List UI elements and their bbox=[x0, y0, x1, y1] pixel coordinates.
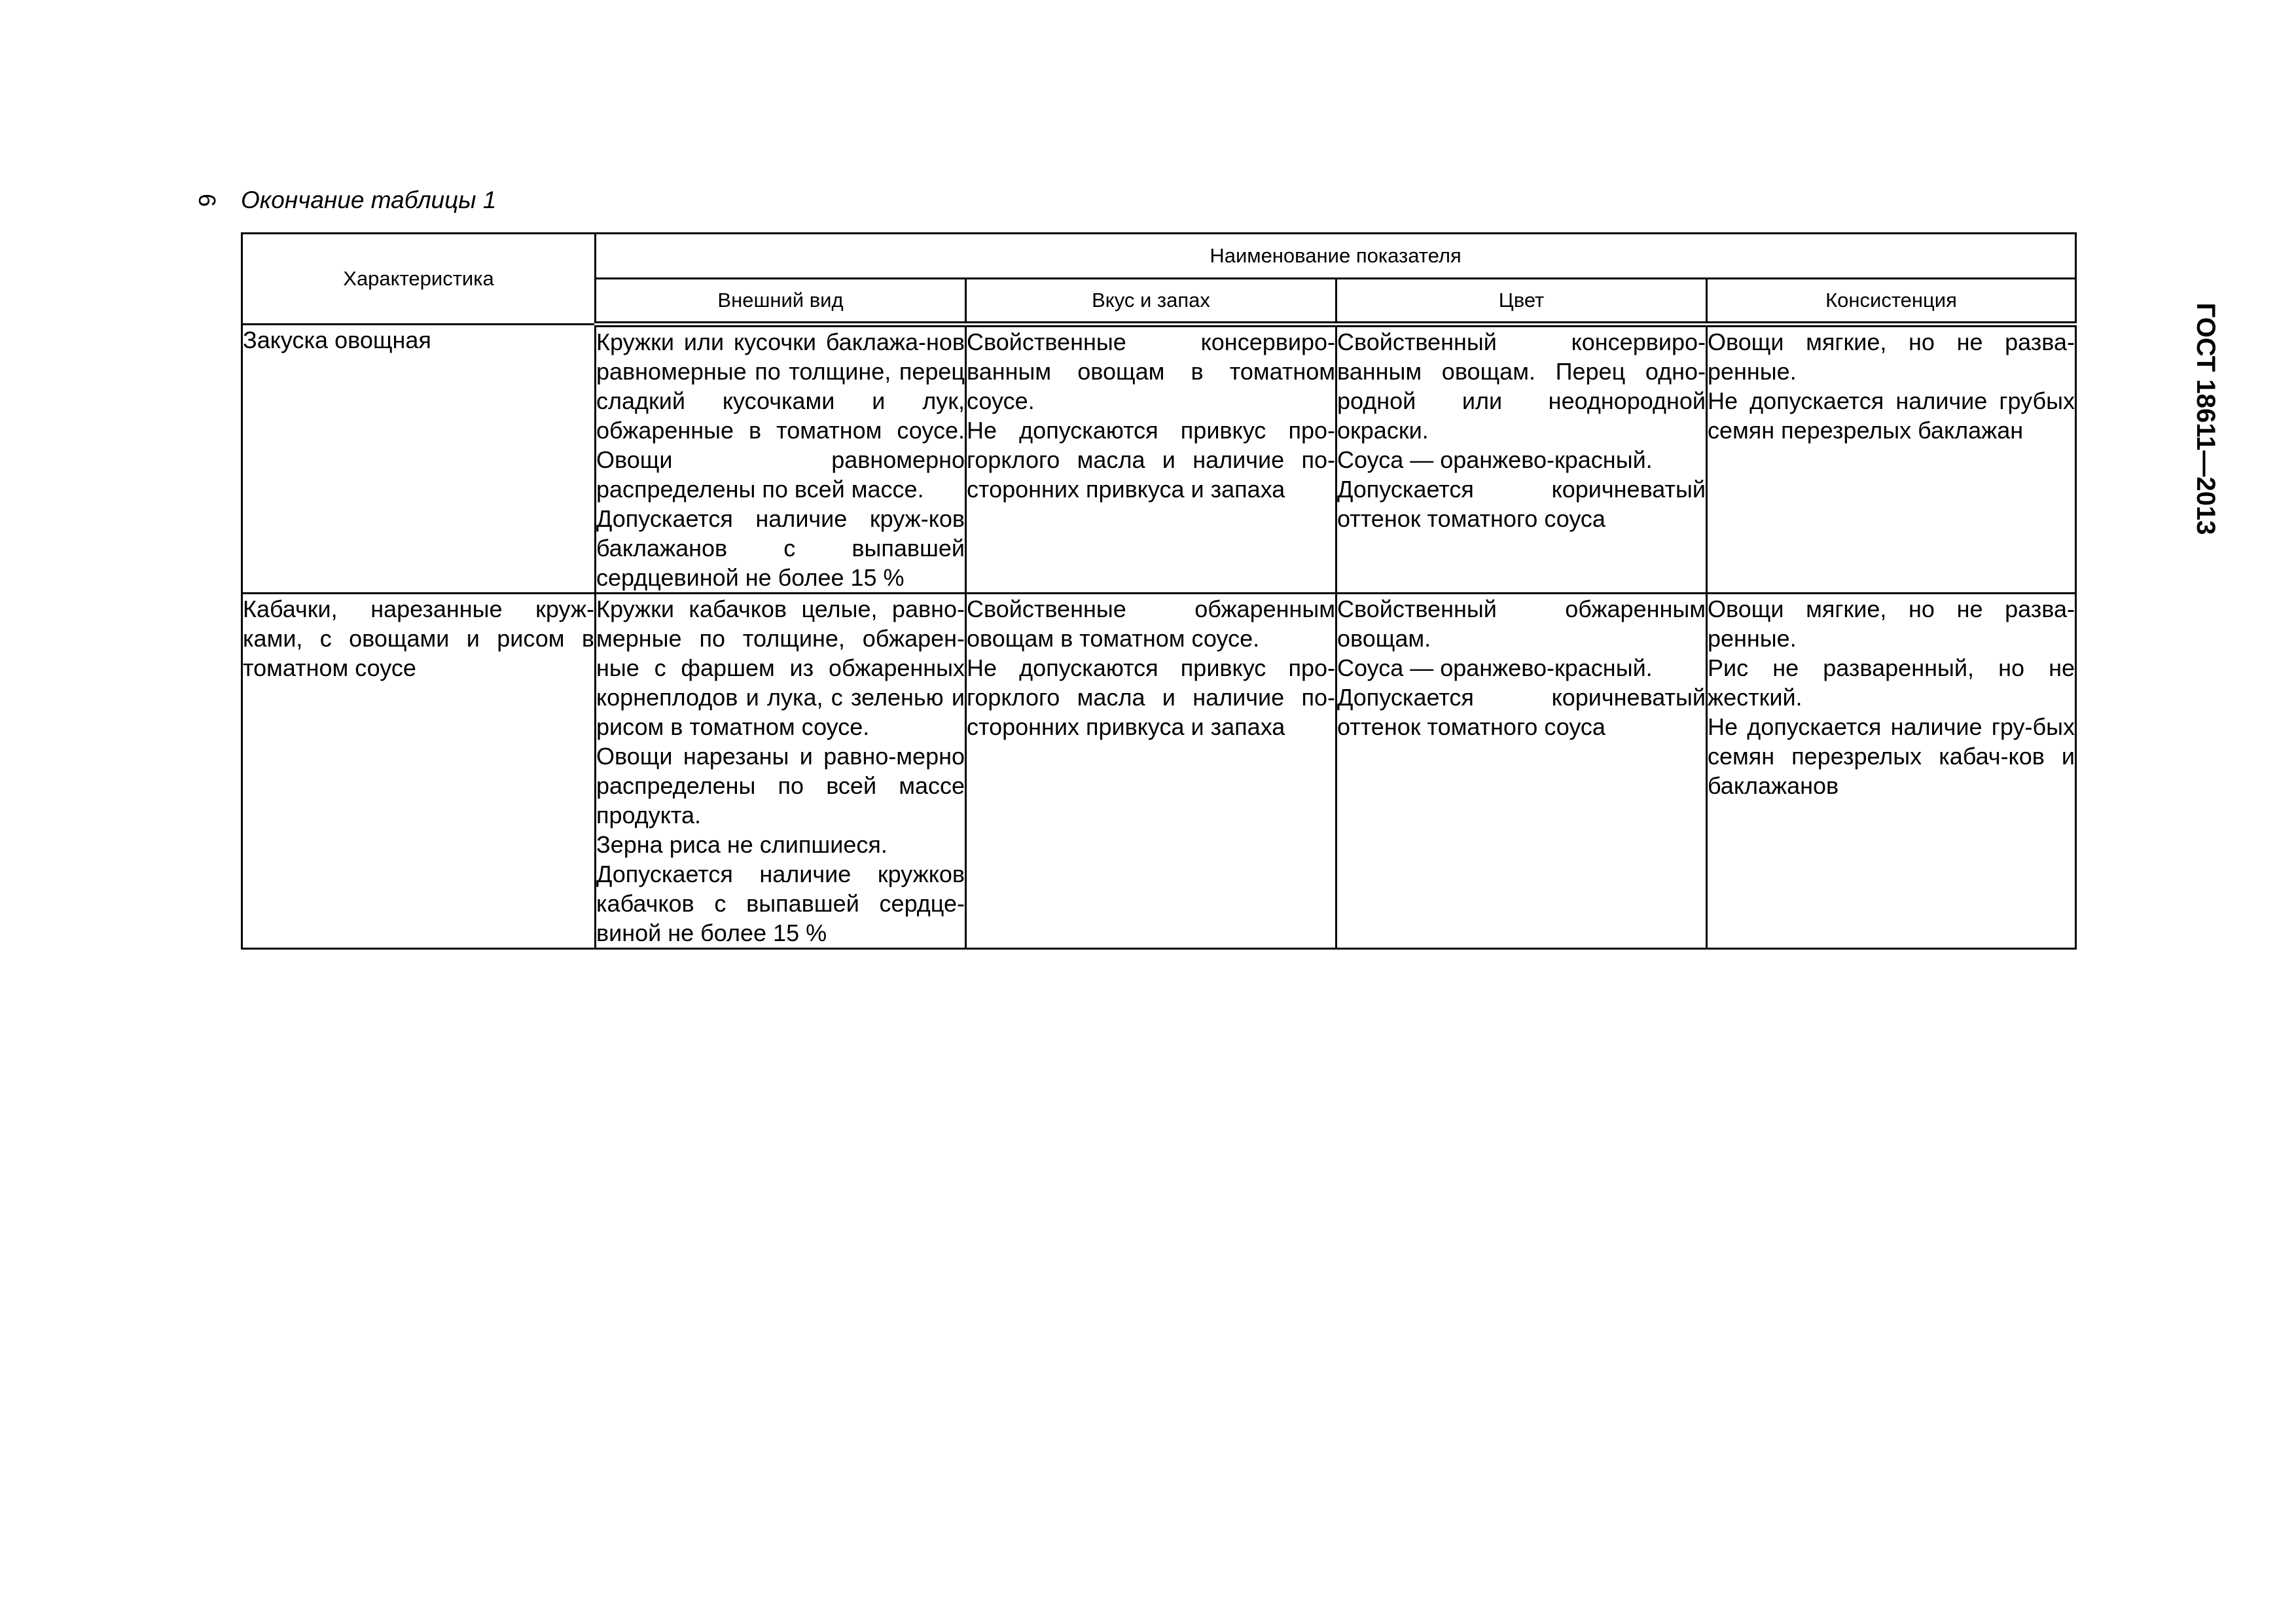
cell-paragraph: Допускается коричневатый оттенок томатного соуса bbox=[1337, 476, 1706, 532]
table-row bbox=[242, 325, 2076, 594]
color-cell bbox=[1336, 325, 1707, 594]
header-taste-smell: Вкус и запах bbox=[966, 279, 1336, 325]
cell-paragraph: Не допускается наличие гру-бых семян перезрелых кабач-ков и баклажанов bbox=[1708, 713, 2075, 799]
cell-paragraph: Овощи нарезаны и равно-мерно распределены по всей массе продукта. bbox=[596, 743, 965, 829]
cell-paragraph: Не допускаются привкус про-горклого масла и наличие по-сторонних привкуса и запаха bbox=[967, 417, 1335, 503]
cell-paragraph: Рис не разваренный, но не жесткий. bbox=[1708, 654, 2075, 711]
table-caption: Окончание таблицы 1 bbox=[241, 187, 497, 213]
cell-paragraph: Зерна риса не слипшиеся. bbox=[596, 831, 888, 858]
header-appearance: Внешний вид bbox=[596, 279, 966, 325]
cell-paragraph: Допускается наличие круж-ков баклажанов с выпавшей сердцевиной не более 15 % bbox=[596, 505, 965, 591]
table-row bbox=[242, 594, 2076, 949]
cell-paragraph: Не допускается наличие грубых семян перезрелых баклажан bbox=[1708, 387, 2075, 444]
document-code: ГОСТ 18611—2013 bbox=[2191, 302, 2220, 535]
consistency-cell bbox=[1707, 594, 2076, 949]
cell-paragraph: Свойственные консервиро-ванным овощам в томатном соусе. bbox=[967, 329, 1335, 414]
consistency-cell bbox=[1707, 325, 2076, 594]
cell-paragraph: Кружки или кусочки баклажа-нов равномерные по толщине, перец сладкий кусочками и лук, обжаренные в томатном соусе. Овощи равномерно распределены по всей массе. bbox=[596, 329, 965, 503]
header-characteristic: Характеристика bbox=[242, 234, 596, 325]
cell-paragraph: Овощи мягкие, но не разва-ренные. bbox=[1708, 329, 2075, 385]
taste-cell bbox=[966, 325, 1336, 594]
header-consistency: Консистенция bbox=[1707, 279, 2076, 325]
row-name: Кабачки, нарезанные круж-ками, с овощами и рисом в томатном соусе bbox=[243, 596, 594, 681]
appearance-cell bbox=[596, 594, 966, 949]
header-color: Цвет bbox=[1336, 279, 1707, 325]
cell-paragraph: Допускается наличие кружков кабачков с выпавшей сердце-виной не более 15 % bbox=[596, 861, 965, 946]
row-name-cell bbox=[242, 325, 596, 594]
cell-paragraph: Свойственный консервиро-ванным овощам. Перец одно-родной или неоднородной окраски. bbox=[1337, 329, 1706, 444]
cell-paragraph: Допускается коричневатый оттенок томатного соуса bbox=[1337, 684, 1706, 740]
color-cell bbox=[1336, 594, 1707, 949]
cell-paragraph: Соуса — оранжево-красный. bbox=[1337, 654, 1653, 681]
cell-paragraph: Овощи мягкие, но не разва-ренные. bbox=[1708, 596, 2075, 652]
row-name: Закуска овощная bbox=[243, 327, 431, 353]
specification-table bbox=[241, 232, 2077, 950]
cell-paragraph: Свойственные обжаренным овощам в томатном соусе. bbox=[967, 596, 1335, 652]
header-indicator-group: Наименование показателя bbox=[596, 234, 2076, 279]
row-name-cell bbox=[242, 594, 596, 949]
page-number: 6 bbox=[194, 193, 221, 207]
cell-paragraph: Свойственный обжаренным овощам. bbox=[1337, 596, 1706, 652]
taste-cell bbox=[966, 594, 1336, 949]
cell-paragraph: Кружки кабачков целые, равно-мерные по толщине, обжарен-ные с фаршем из обжаренных корнеплодов и лука, с зеленью и рисом в томатном соусе. bbox=[596, 596, 965, 740]
cell-paragraph: Соуса — оранжево-красный. bbox=[1337, 446, 1653, 473]
cell-paragraph: Не допускаются привкус про-горклого масла и наличие по-сторонних привкуса и запаха bbox=[967, 654, 1335, 740]
appearance-cell bbox=[596, 325, 966, 594]
